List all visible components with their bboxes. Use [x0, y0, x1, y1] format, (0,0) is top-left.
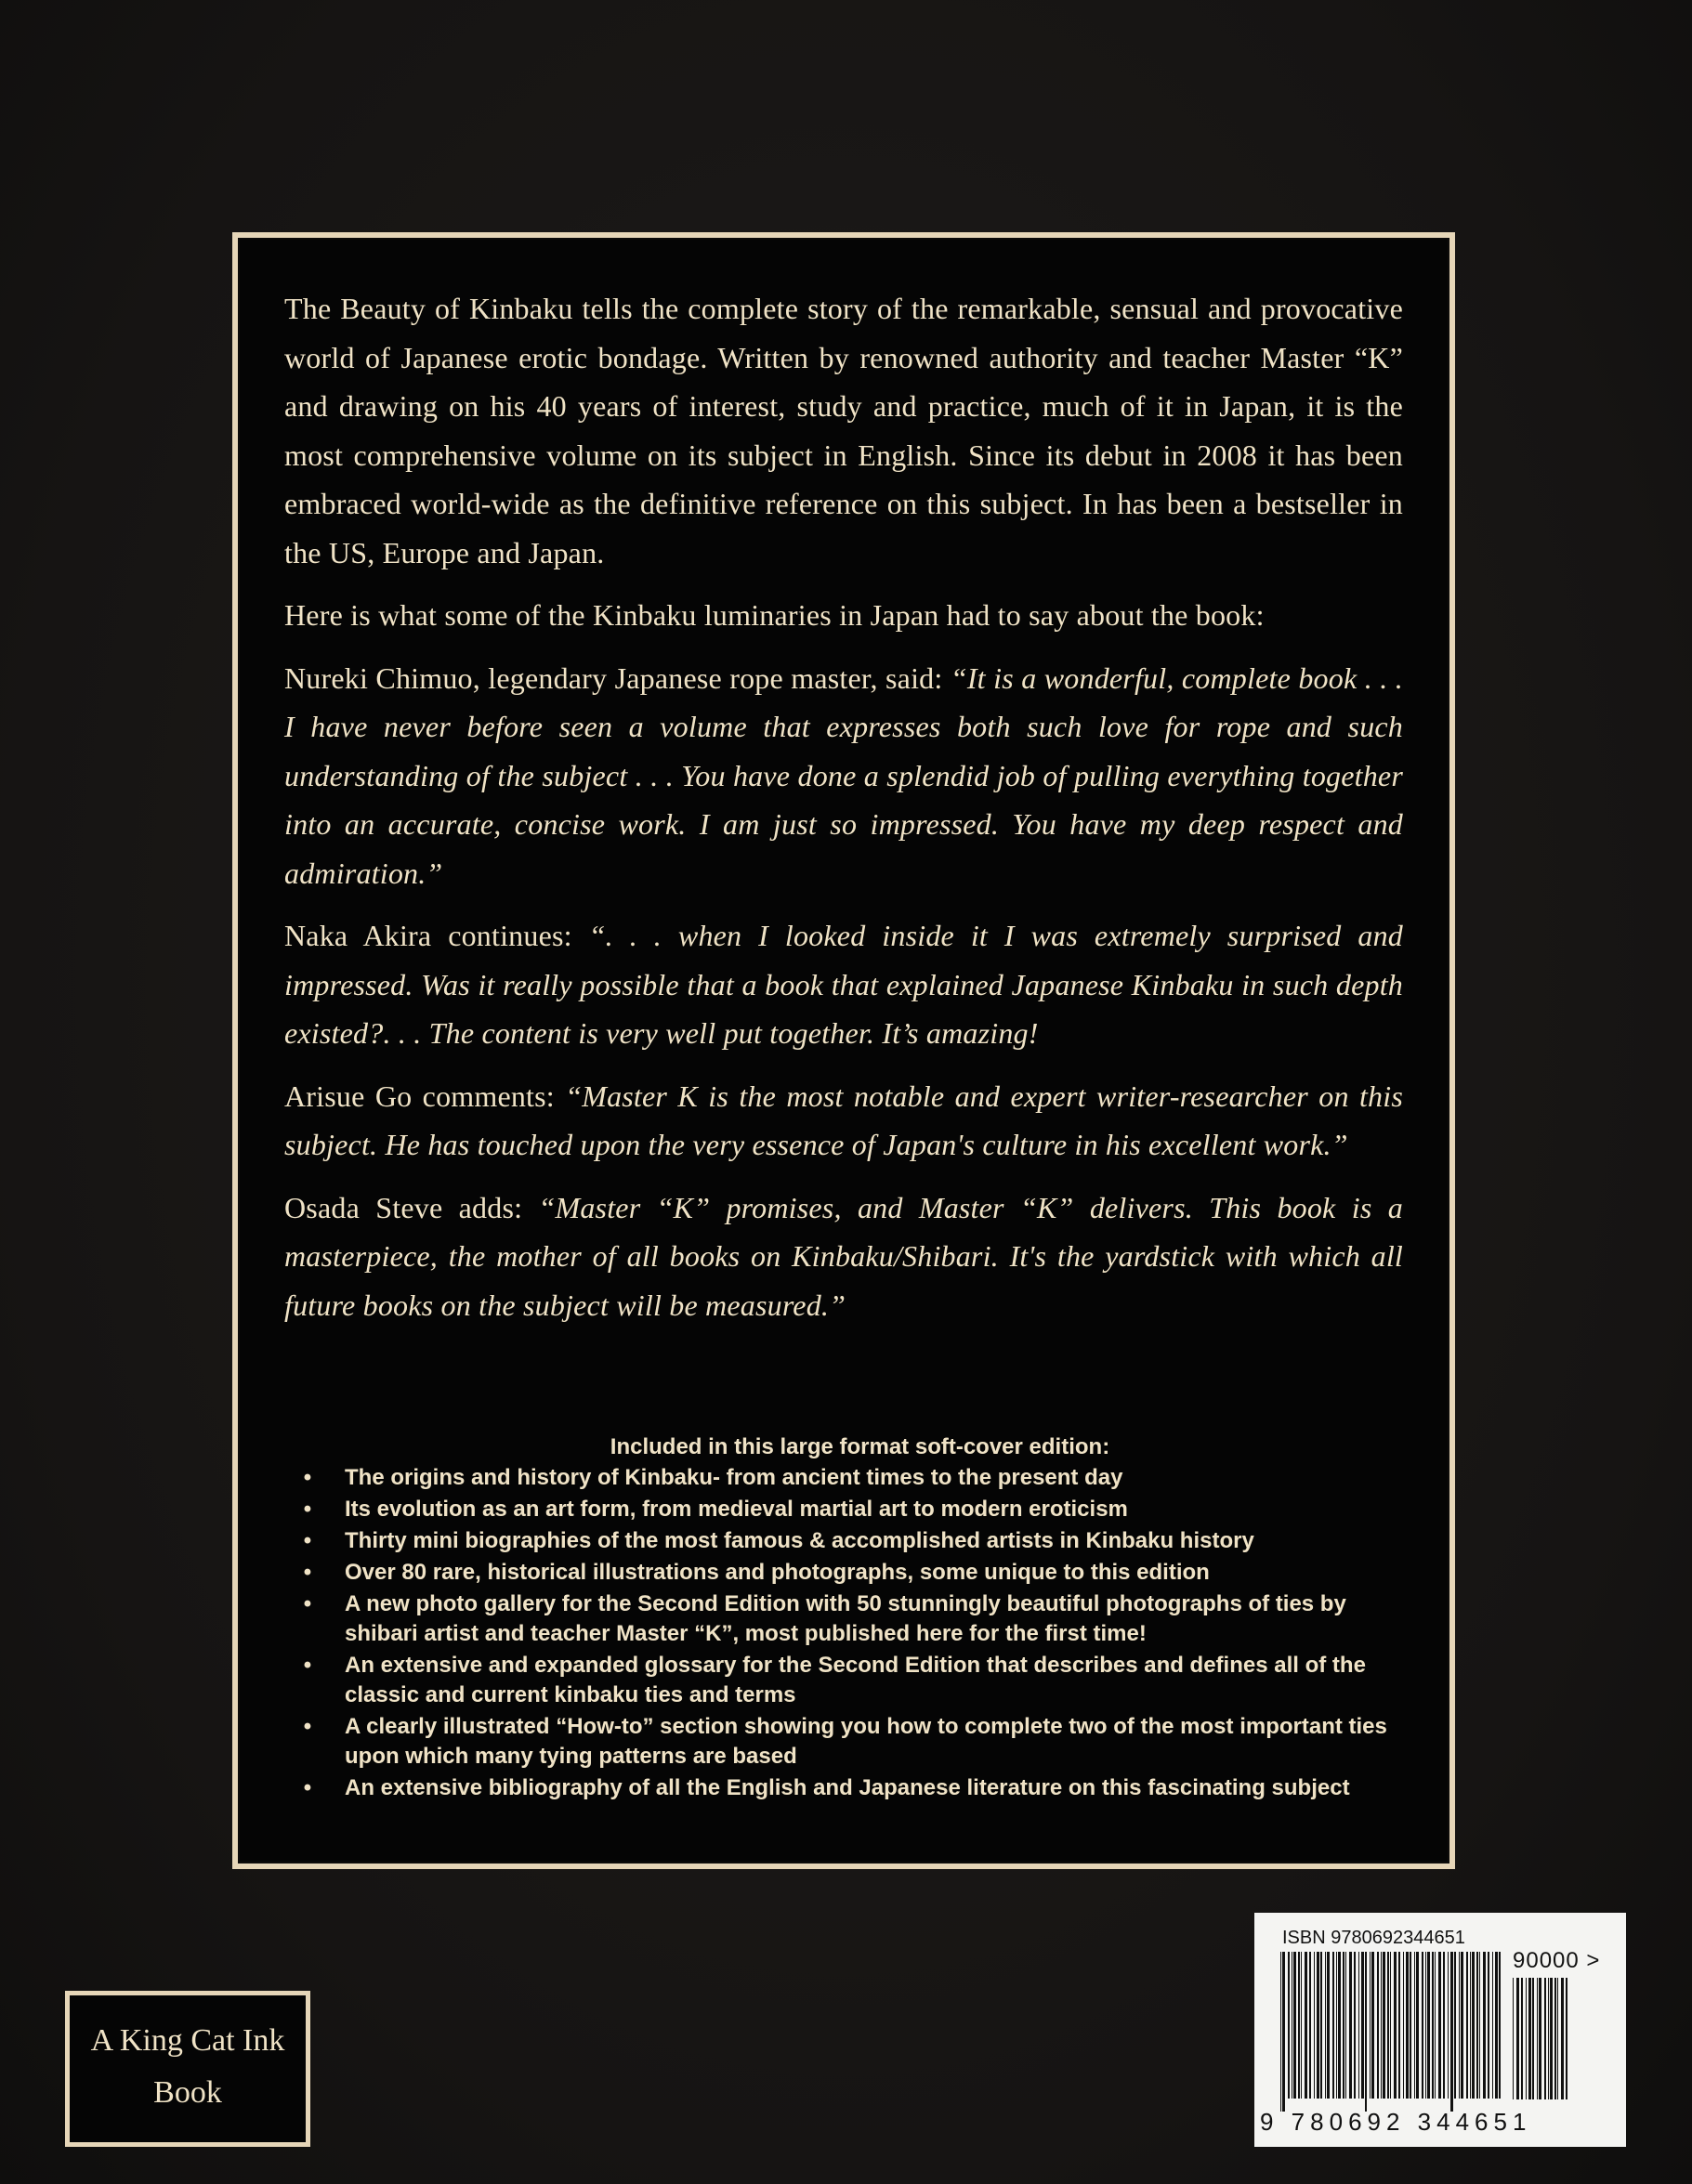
barcode-bar [1301, 1952, 1302, 2099]
barcode-bar [1566, 1978, 1567, 2099]
barcode-bar [1488, 1952, 1489, 2099]
list-item-text: Over 80 rare, historical illustrations and photographs, some unique to this edition [345, 1560, 1210, 1585]
bullet-icon: • [303, 1775, 312, 1800]
barcode-bar [1472, 1952, 1475, 2099]
barcode-bar [1370, 1952, 1371, 2099]
barcode-bar [1432, 1952, 1434, 2099]
barcode-bar [1425, 1952, 1426, 2099]
barcode-bar [1390, 1952, 1391, 2099]
bullet-icon: • [303, 1653, 312, 1678]
barcode-bar [1410, 1952, 1411, 2099]
list-item [298, 1651, 1422, 1710]
barcode-bar [1416, 1952, 1419, 2099]
list-item [298, 1589, 1422, 1649]
barcode-bar [1528, 1978, 1531, 2099]
barcode-bar [1383, 1952, 1385, 2099]
barcode-main-bars [1280, 1952, 1502, 2112]
lead-in-paragraph: Here is what some of the Kinbaku luminaries in Japan had to say about the book: [284, 598, 1265, 632]
quote-naka [284, 911, 1403, 1058]
barcode-bar [1495, 1952, 1498, 2099]
quote-attribution: Osada Steve adds: [284, 1190, 539, 1224]
bullet-icon: • [303, 1497, 312, 1522]
barcode-bar [1387, 1952, 1389, 2099]
bullet-icon: • [303, 1560, 312, 1585]
isbn-label: ISBN 9780692344651 [1282, 1928, 1465, 1948]
included-title: Included in this large format soft-cover edition: [610, 1434, 1110, 1459]
list-item-text: A clearly illustrated “How-to” section showing you how to complete two of the most important ties upon which many tying patterns are based [345, 1714, 1387, 1769]
barcode-bar [1526, 1978, 1527, 2099]
barcode-bar [1435, 1952, 1436, 2099]
barcode-bar [1492, 1952, 1493, 2099]
barcode-bar [1298, 1952, 1300, 2099]
barcode-bar [1476, 1952, 1478, 2099]
quote-osada [284, 1184, 1403, 1330]
barcode-bar [1550, 1978, 1553, 2099]
barcode-bar [1561, 1978, 1564, 2099]
quote-text: “It is a wonderful, complete book . . . I have never before seen a volume that expresses both such love for rope and such understanding of the subject . . . You have done a splendid job of pulling everything together into an accurate, concise work. I am just so impressed. You have my deep respect and admiration.” [284, 660, 1403, 890]
barcode-bar [1288, 1952, 1290, 2099]
bullet-icon: • [303, 1591, 312, 1616]
barcode-bar [1479, 1952, 1480, 2099]
barcode-bar [1345, 1952, 1346, 2099]
barcode-bar [1483, 1952, 1486, 2099]
list-item-text: Thirty mini biographies of the most famous & accomplished artists in Kinbaku history [345, 1528, 1254, 1553]
barcode-bar [1327, 1952, 1330, 2099]
barcode-bar [1358, 1952, 1359, 2099]
barcode-bar [1332, 1952, 1334, 2099]
bullet-icon: • [303, 1528, 312, 1553]
list-item [298, 1773, 1422, 1803]
quote-text: “Master “K” promises, and Master “K” delivers. This book is a masterpiece, the mother of all books on Kinbaku/Shibari. It's the yardstick with which all future books on the subject will be measured.” [284, 1190, 1403, 1322]
description-panel [232, 232, 1455, 1869]
isbn-digits: 9 780692 344651 [1260, 2108, 1532, 2136]
barcode-bar [1354, 1952, 1356, 2099]
barcode-bar [1381, 1952, 1382, 2099]
barcode-bar [1454, 1952, 1456, 2099]
barcode-bar [1317, 1952, 1319, 2099]
quote-nureki [284, 654, 1403, 898]
barcode-bar [1548, 1978, 1549, 2099]
list-item [298, 1558, 1422, 1588]
list-item-text: An extensive bibliography of all the English and Japanese literature on this fascinating subject [345, 1775, 1350, 1800]
barcode-bar [1320, 1952, 1322, 2099]
barcode-bar [1513, 1978, 1514, 2099]
barcode-bar [1398, 1952, 1400, 2099]
barcode-bar [1470, 1952, 1471, 2099]
quote-text: “Master K is the most notable and expert writer-researcher on this subject. He has touched upon the very essence of Japan's culture in his excellent work.” [284, 1079, 1404, 1161]
publisher-logo-box [65, 1991, 310, 2147]
barcode-bar [1414, 1952, 1415, 2099]
list-item-text: A new photo gallery for the Second Edition with 50 stunningly beautiful photographs of ties by shibari artist and teacher Master “K”, most published here for the first time! [345, 1591, 1346, 1646]
price-code: 90000 > [1513, 1948, 1601, 1973]
barcode-bar [1361, 1952, 1364, 2099]
isbn-barcode [1254, 1913, 1626, 2147]
barcode-supplement-bars [1513, 1978, 1568, 2112]
barcode-bar [1394, 1952, 1397, 2099]
barcode-bar [1521, 1978, 1523, 2099]
publisher-line-1: A King Cat Ink [90, 2023, 285, 2058]
bullet-icon: • [303, 1714, 312, 1739]
bullet-icon: • [303, 1465, 312, 1490]
barcode-bar [1443, 1952, 1445, 2099]
list-item [298, 1463, 1422, 1493]
list-item-text: The origins and history of Kinbaku- from ancient times to the present day [345, 1465, 1123, 1490]
barcode-bar [1544, 1978, 1546, 2099]
barcode-bar [1305, 1952, 1307, 2099]
barcode-bar [1422, 1952, 1423, 2099]
barcode-bar [1554, 1978, 1556, 2099]
description-text-block [284, 284, 1403, 1343]
list-item [298, 1712, 1422, 1772]
barcode-bar [1314, 1952, 1315, 2099]
barcode-bar [1427, 1952, 1430, 2099]
list-item-text: Its evolution as an art form, from medieval martial art to modern eroticism [345, 1497, 1128, 1522]
publisher-line-2: Book [153, 2075, 222, 2110]
intro-paragraph: The Beauty of Kinbaku tells the complete story of the remarkable, sensual and provocative world of Japanese erotic bondage. Written by renowned authority and teacher Master “K” and drawing on his 40 years of interest, study and practice, much of it in Japan, it is the most comprehensive volume on its subject in English. Since its debut in 2008 it has been embraced world-wide as the definitive reference on this subject. In has been a bestseller in the US, Europe and Japan. [284, 292, 1403, 569]
included-features [298, 1432, 1422, 1805]
list-item [298, 1495, 1422, 1524]
barcode-bar [1448, 1952, 1449, 2099]
barcode-bar [1516, 1978, 1519, 2099]
barcode-bar [1325, 1952, 1326, 2099]
barcode-bar [1280, 1952, 1281, 2112]
barcode-bar [1461, 1952, 1463, 2099]
barcode-bar [1365, 1952, 1367, 2112]
barcode-bar [1406, 1952, 1409, 2099]
barcode-bar [1403, 1952, 1404, 2099]
barcode-bar [1282, 1952, 1285, 2112]
quote-arisue [284, 1072, 1403, 1170]
barcode-bar [1459, 1952, 1460, 2099]
barcode-bar [1466, 1952, 1468, 2099]
barcode-bar [1450, 1952, 1453, 2112]
barcode-bar [1309, 1952, 1311, 2099]
barcode-bar [1557, 1978, 1558, 2099]
list-item [298, 1526, 1422, 1556]
included-list [298, 1463, 1422, 1803]
barcode-bar [1336, 1952, 1337, 2099]
quote-attribution: Nureki Chimuo, legendary Japanese rope master, said: [284, 660, 951, 695]
barcode-bar [1539, 1978, 1541, 2099]
barcode-bar [1438, 1952, 1441, 2099]
barcode-bar [1377, 1952, 1379, 2099]
quote-attribution: Arisue Go comments: [284, 1079, 566, 1113]
barcode-bar [1537, 1978, 1538, 2099]
barcode-bar [1532, 1978, 1534, 2099]
barcode-bar [1349, 1952, 1352, 2099]
quote-text: “. . . when I looked inside it I was extremely surprised and impressed. Was it really possible that a book that explained Japanese Kinbaku in such depth existed?. . . The content is very well put together. It’s amazing! [284, 919, 1403, 1050]
barcode-bar [1293, 1952, 1296, 2099]
barcode-bar [1343, 1952, 1344, 2099]
quote-attribution: Naka Akira continues: [284, 919, 589, 952]
barcode-bar [1338, 1952, 1341, 2099]
list-item-text: An extensive and expanded glossary for the Second Edition that describes and defines all of the classic and current kinbaku ties and terms [345, 1653, 1366, 1707]
barcode-bar [1371, 1952, 1374, 2099]
barcode-bar [1499, 1952, 1501, 2099]
